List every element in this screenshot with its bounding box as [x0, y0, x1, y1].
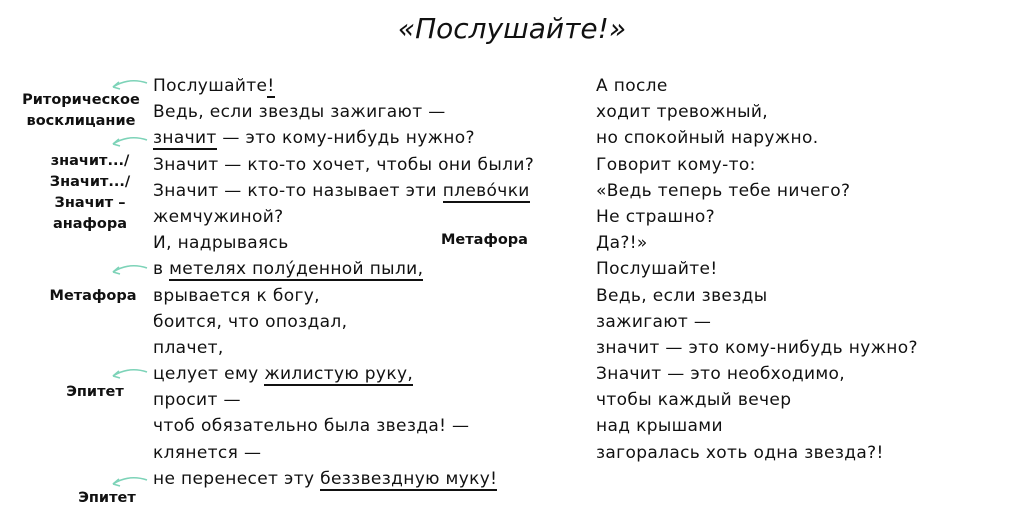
underlined-phrase: значит — [153, 128, 217, 149]
poem-line: «Ведь теперь тебе ничего? — [596, 180, 851, 201]
poem-text: Послушайте — [153, 76, 268, 96]
poem-line — [153, 387, 534, 413]
poem-line: но спокойный наружно. — [596, 128, 819, 149]
poem-line: Послушайте! — [596, 259, 718, 280]
poem-line — [153, 152, 534, 178]
poem-text: клянется — — [153, 442, 262, 463]
poem-line — [153, 335, 534, 361]
underlined-phrase: плево́чки — [442, 180, 530, 201]
arrow-icon — [107, 262, 147, 278]
annotation-line: значит.../ — [50, 153, 130, 169]
poem-line: Ведь, если звезды — [596, 285, 768, 306]
poem-line: Не страшно? — [596, 206, 716, 227]
poem-text: Значит — кто-то называет эти — [153, 180, 443, 201]
underlined-phrase: ! — [267, 76, 275, 96]
annotation-line: восклицание — [26, 113, 136, 129]
underlined-phrase: жилистую руку, — [264, 364, 414, 385]
poem-line: чтобы каждый вечер — [596, 390, 792, 411]
poem-text: в — [153, 259, 170, 280]
poem-text: — это кому-нибудь нужно? — [216, 128, 475, 149]
poem-line — [153, 178, 534, 204]
poem-line: А после — [596, 76, 668, 96]
poem-line: Говорит кому-то: — [596, 154, 756, 175]
annotation-line: Значит.../ — [49, 174, 131, 190]
poem-line — [153, 466, 534, 492]
poem-line — [153, 361, 534, 387]
underlined-phrase: беззвездную муку! — [320, 468, 498, 489]
arrow-icon — [107, 134, 147, 150]
annotation-anaphora — [40, 151, 140, 235]
poem-text: боится, что опоздал, — [153, 311, 348, 332]
poem-text: врывается к богу, — [153, 285, 320, 306]
annotation-line: Значит – — [54, 195, 126, 211]
annotation-metaphor-left: Метафора — [49, 288, 137, 304]
poem-line: ходит тревожный, — [596, 102, 769, 123]
poem-line — [153, 440, 534, 466]
poem-line: загоралась хоть одна звезда?! — [596, 442, 884, 463]
poem-line — [153, 309, 534, 335]
underlined-phrase: метелях полу́денной пыли, — [169, 259, 424, 280]
annotation-rhetorical-exclamation — [22, 90, 140, 132]
poem-line: Да?!» — [596, 233, 648, 254]
poem-text: целует ему — [153, 364, 265, 385]
poem-text: чтоб обязательно была звезда! — — [153, 416, 470, 437]
poem-text: И, надрываясь — [153, 233, 289, 254]
poem-line: зажигают — — [596, 311, 712, 332]
arrow-icon — [107, 77, 147, 93]
poem-line: значит — это кому-нибудь нужно? — [596, 337, 918, 358]
poem-line — [153, 99, 534, 125]
poem-line — [153, 283, 534, 309]
poem-line — [153, 256, 534, 282]
poem-line — [153, 73, 534, 99]
annotation-epithet-2: Эпитет — [78, 490, 136, 506]
poem-right-column — [596, 73, 918, 466]
annotation-epithet-1: Эпитет — [66, 384, 124, 400]
poem-left-column — [153, 73, 534, 492]
annotation-line: Риторическое — [22, 92, 140, 108]
poem-line: Значит — это необходимо, — [596, 364, 846, 385]
annotation-line: анафора — [52, 216, 128, 232]
poem-line — [153, 413, 534, 439]
poem-text: не перенесет эту — [153, 468, 321, 489]
poem-text: плачет, — [153, 337, 224, 358]
poem-line — [153, 204, 534, 230]
arrow-icon — [107, 366, 147, 382]
poem-title: «Послушайте!» — [397, 12, 627, 45]
poem-line: над крышами — [596, 416, 723, 437]
poem-line — [153, 125, 534, 151]
arrow-icon — [107, 474, 147, 490]
poem-text: просит — — [153, 390, 241, 411]
poem-text: Ведь, если звезды зажигают — — [153, 102, 446, 123]
annotation-metaphor-right: Метафора — [441, 232, 528, 248]
poem-text: Значит — кто-то хочет, чтобы они были? — [153, 154, 535, 175]
poem-text: жемчужиной? — [153, 206, 284, 227]
